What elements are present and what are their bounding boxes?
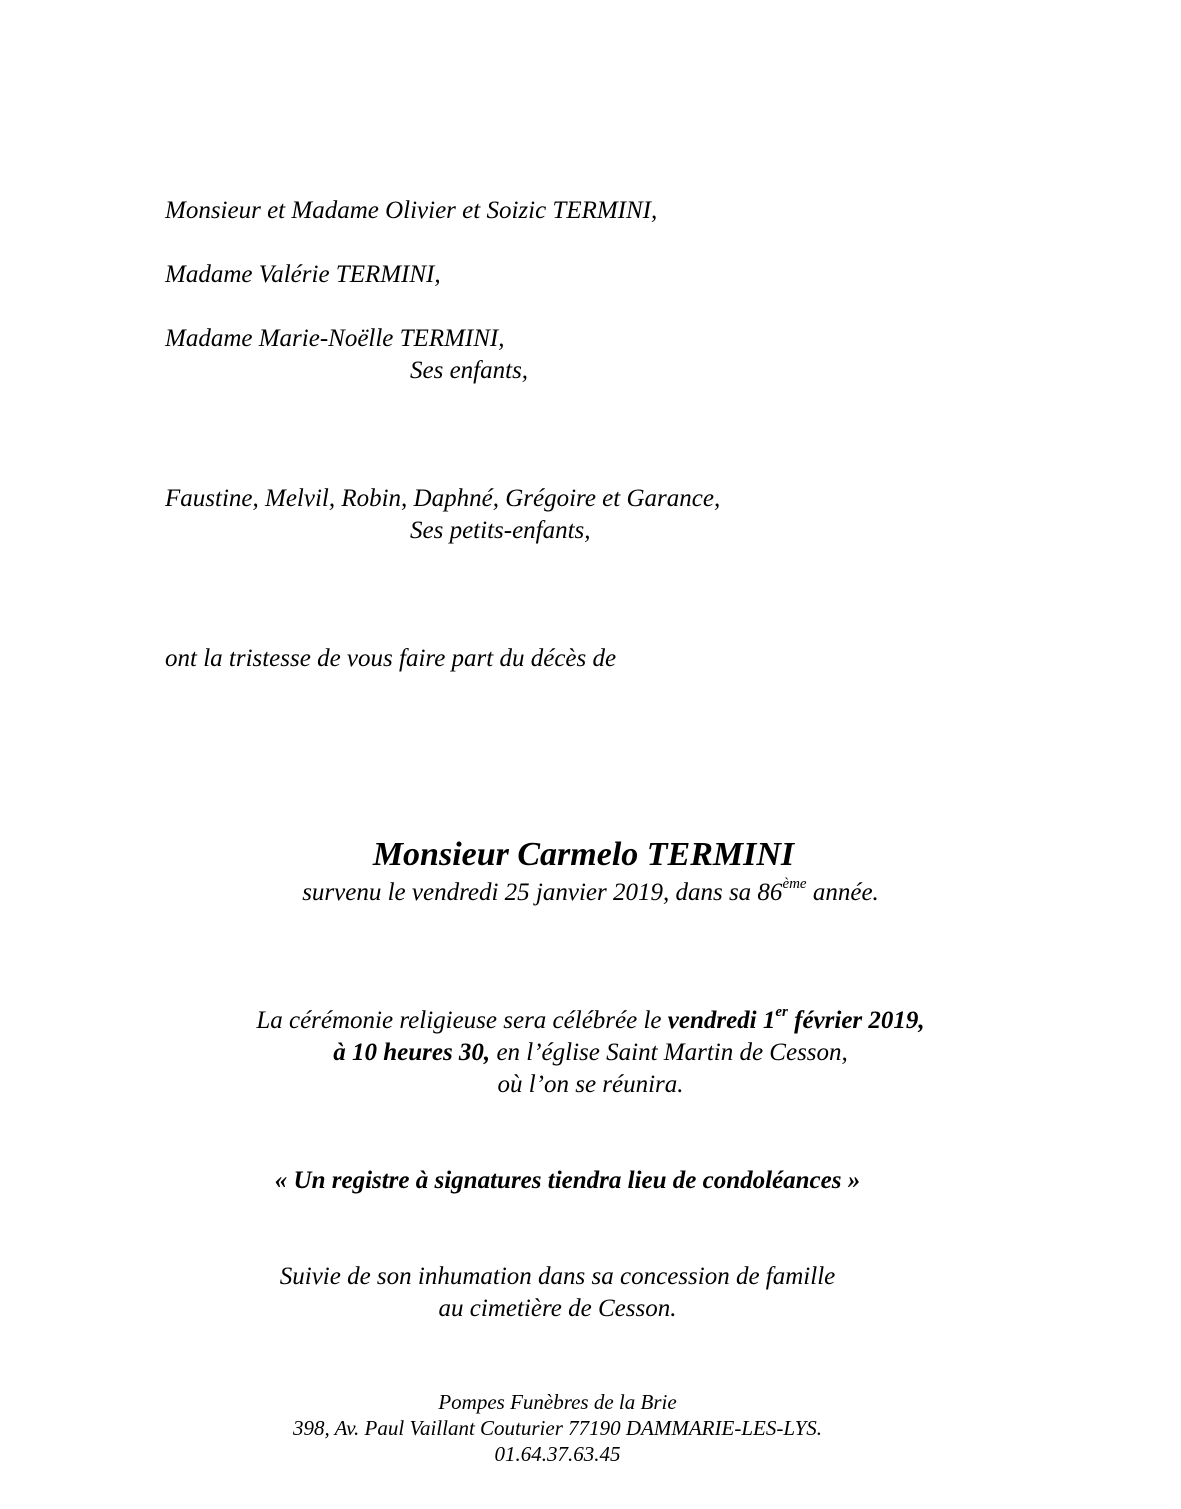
death-date-line — [0, 878, 1181, 908]
ceremony-line-2 — [0, 1038, 1181, 1068]
death-date-text: survenu le vendredi 25 janvier 2019, dans sa 86 — [302, 879, 783, 906]
ceremony-intro: La cérémonie religieuse sera célébrée le — [256, 1007, 668, 1034]
ceremony-date-ordinal: er — [775, 1004, 788, 1020]
burial-line-1: Suivie de son inhumation dans sa concession de famille — [279, 1263, 836, 1290]
grandchildren-label: Ses petits-enfants, — [410, 517, 591, 544]
ceremony-gathering: où l’on se réunira. — [497, 1071, 684, 1098]
ceremony-time: à 10 heures 30, — [333, 1039, 491, 1066]
funeral-home-name: Pompes Funèbres de la Brie — [438, 1390, 677, 1414]
burial-line-2: au cimetière de Cesson. — [438, 1295, 677, 1322]
ceremony-line-1 — [0, 1006, 1181, 1036]
family-member-olivier-soizic: Monsieur et Madame Olivier et Soizic TERMINI, — [165, 197, 658, 224]
death-ordinal-suffix: ème — [782, 876, 807, 892]
family-member-valerie: Madame Valérie TERMINI, — [165, 261, 441, 288]
grandchildren-names: Faustine, Melvil, Robin, Daphné, Grégoire et Garance, — [165, 485, 721, 512]
funeral-home-address: 398, Av. Paul Vaillant Couturier 77190 DAMMARIE-LES-LYS. — [292, 1416, 823, 1440]
condolence-registry-note: « Un registre à signatures tiendra lieu de condoléances » — [274, 1167, 861, 1194]
ceremony-place: en l’église Saint Martin de Cesson, — [490, 1039, 848, 1066]
ceremony-date-text: vendredi 1 — [667, 1007, 776, 1034]
death-date-end: année. — [806, 879, 879, 906]
children-label: Ses enfants, — [410, 357, 529, 384]
announcement-text: ont la tristesse de vous faire part du décès de — [165, 645, 617, 672]
deceased-name: Monsieur Carmelo TERMINI — [372, 836, 795, 873]
funeral-home-phone: 01.64.37.63.45 — [494, 1442, 621, 1466]
ceremony-date-end: février 2019, — [787, 1007, 925, 1034]
family-member-marie-noelle: Madame Marie-Noëlle TERMINI, — [165, 325, 505, 352]
ceremony-date — [667, 1004, 925, 1034]
